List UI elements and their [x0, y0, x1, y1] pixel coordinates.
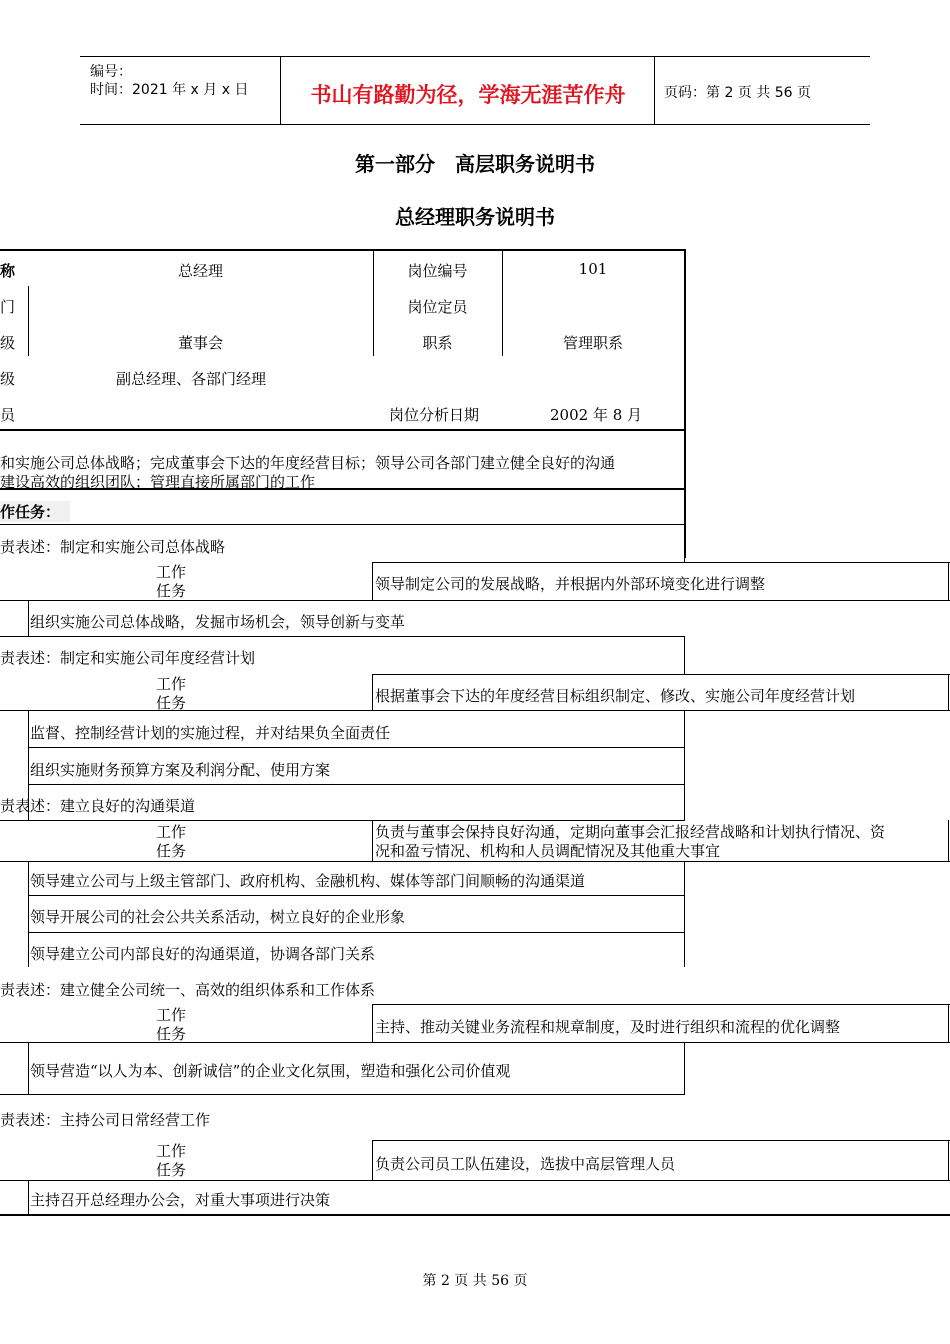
- task-item: 组织实施财务预算方案及利润分配、使用方案: [30, 761, 331, 779]
- position-number-label: 岗位编号: [407, 262, 468, 280]
- analysis-date-label: 岗位分析日期: [389, 406, 480, 424]
- section-title: 第一部分 高层职务说明书: [355, 152, 595, 176]
- task-item: 组织实施公司总体战略，发掘市场机会，领导创新与变革: [30, 613, 406, 631]
- task-label: 工作 任务: [156, 675, 187, 712]
- duty-description: 责表述：建立健全公司统一、高效的组织体系和工作体系: [0, 981, 376, 999]
- task-item: 负责公司员工队伍建设，选拔中高层管理人员: [375, 1155, 676, 1173]
- duty-description: 责表述：建立良好的沟通渠道: [0, 797, 196, 815]
- superior-value: 董事会: [177, 334, 223, 352]
- subordinate-value: 副总经理、各部门经理: [116, 370, 267, 388]
- task-item: 主持、推动关键业务流程和规章制度，及时进行组织和流程的优化调整: [375, 1018, 841, 1036]
- position-number-value: 101: [578, 260, 608, 278]
- position-name-value: 总经理: [177, 262, 223, 280]
- task-label: 工作 任务: [156, 1006, 187, 1043]
- task-label: 工作 任务: [156, 1142, 187, 1179]
- motto-text: 书山有路勤为径，学海无涯苦作舟: [310, 83, 626, 107]
- summary-line-2: 建设高效的组织团队；管理直接所属部门的工作: [0, 473, 316, 491]
- document-title: 总经理职务说明书: [395, 205, 555, 229]
- info-label-subordinate: 级: [0, 370, 16, 388]
- task-item: 领导营造“以人为本、创新诚信”的企业文化氛围，塑造和强化公司价值观: [30, 1062, 511, 1080]
- task-item: 监督、控制经营计划的实施过程，并对结果负全面责任: [30, 724, 391, 742]
- task-item: 领导开展公司的社会公共关系活动，树立良好的企业形象: [30, 908, 406, 926]
- doc-number-label: 编号：: [90, 64, 132, 80]
- task-item: 根据董事会下达的年度经营目标组织制定、修改、实施公司年度经营计划: [375, 687, 856, 705]
- headcount-label: 岗位定员: [407, 298, 468, 316]
- job-family-label: 职系: [422, 334, 453, 352]
- info-label-name: 称: [0, 262, 16, 280]
- info-label-staff: 员: [0, 406, 16, 424]
- task-label: 工作 任务: [156, 823, 187, 860]
- duties-section-label: 作任务：: [0, 501, 70, 522]
- page-footer: 第 2 页 共 56 页: [422, 1273, 528, 1289]
- task-item: 领导建立公司内部良好的沟通渠道，协调各部门关系: [30, 945, 376, 963]
- page-indicator: 页码：第 2 页 共 56 页: [664, 85, 811, 101]
- summary-line-1: 和实施公司总体战略；完成董事会下达的年度经营目标；领导公司各部门建立健全良好的沟通: [0, 454, 616, 472]
- task-item: 领导建立公司与上级主管部门、政府机构、金融机构、媒体等部门间顺畅的沟通渠道: [30, 872, 586, 890]
- doc-time-label: 时间：2021 年 x 月 x 日: [90, 82, 249, 98]
- duty-description: 责表述：制定和实施公司年度经营计划: [0, 649, 256, 667]
- task-item: 主持召开总经理办公会，对重大事项进行决策: [30, 1191, 331, 1209]
- info-label-superior: 级: [0, 334, 16, 352]
- task-label: 工作 任务: [156, 563, 187, 600]
- task-item: 负责与董事会保持良好沟通，定期向董事会汇报经营战略和计划执行情况、资 况和盈亏情况、机构和人员调配情况及其他重大事宜: [375, 823, 886, 860]
- duty-description: 责表述：制定和实施公司总体战略: [0, 538, 226, 556]
- duty-description: 责表述：主持公司日常经营工作: [0, 1111, 211, 1129]
- info-label-dept: 门: [0, 298, 16, 316]
- task-item: 领导制定公司的发展战略，并根据内外部环境变化进行调整: [375, 575, 766, 593]
- analysis-date-value: 2002 年 8 月: [550, 406, 643, 424]
- job-family-value: 管理职系: [562, 334, 623, 352]
